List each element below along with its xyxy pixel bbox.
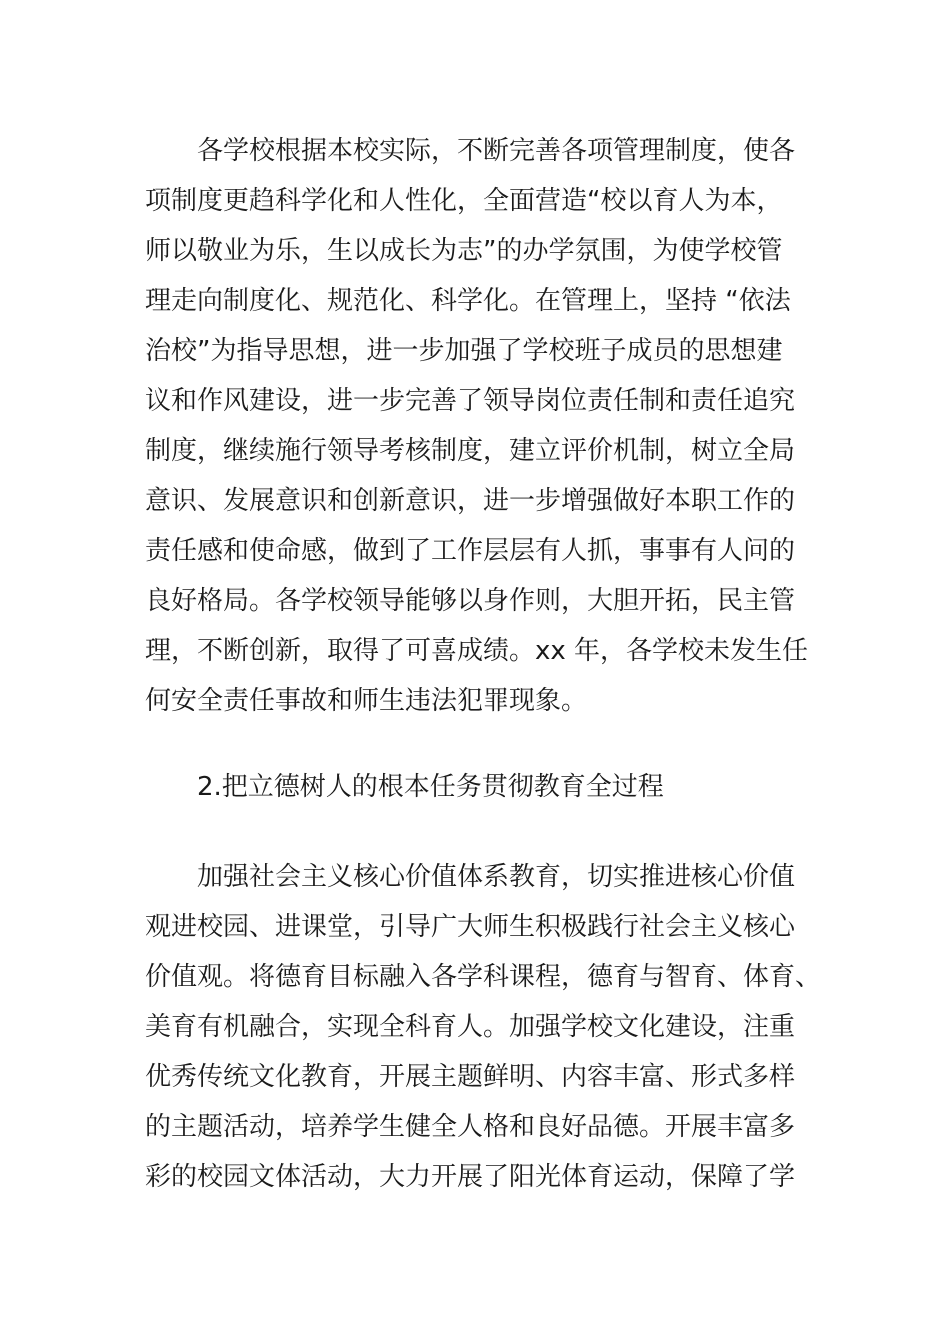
paragraph-line: 意识、发展意识和创新意识，进一步增强做好本职工作的 — [145, 486, 796, 516]
paragraph-line: 理，不断创新，取得了可喜成绩。xx 年，各学校未发生任 — [145, 636, 809, 666]
paragraph-line: 责任感和使命感，做到了工作层层有人抓，事事有人问的 — [145, 536, 796, 566]
paragraph-line: 项制度更趋科学化和人性化，全面营造“校以育人为本， — [145, 186, 783, 216]
paragraph-line: 的主题活动，培养学生健全人格和良好品德。开展丰富多 — [145, 1112, 796, 1142]
paragraph-line: 师以敬业为乐，生以成长为志”的办学氛围，为使学校管 — [145, 236, 783, 266]
paragraph-line: 彩的校园文体活动，大力开展了阳光体育运动，保障了学 — [145, 1162, 796, 1192]
paragraph-line: 理走向制度化、规范化、科学化。在管理上，坚持 “依法 — [145, 286, 791, 316]
paragraph-line: 各学校根据本校实际，不断完善各项管理制度，使各 — [197, 136, 796, 166]
spacer — [145, 726, 810, 762]
paragraph-line: 美育有机融合，实现全科育人。加强学校文化建设，注重 — [145, 1012, 796, 1042]
document-page — [145, 126, 822, 1202]
paragraph-line: 良好格局。各学校领导能够以身作则，大胆开拓，民主管 — [145, 586, 796, 616]
paragraph-line: 治校”为指导思想，进一步加强了学校班子成员的思想建 — [145, 336, 783, 366]
section-heading: 2.把立德树人的根本任务贯彻教育全过程 — [197, 772, 664, 802]
paragraph-line: 加强社会主义核心价值体系教育，切实推进核心价值 — [197, 862, 796, 892]
paragraph-line: 观进校园、进课堂，引导广大师生积极践行社会主义核心 — [145, 912, 796, 942]
paragraph-line: 优秀传统文化教育，开展主题鲜明、内容丰富、形式多样 — [145, 1062, 796, 1092]
spacer — [145, 812, 810, 852]
paragraph-line: 制度，继续施行领导考核制度，建立评价机制，树立全局 — [145, 436, 796, 466]
paragraph-moral-education — [145, 852, 822, 1202]
paragraph-line: 价值观。将德育目标融入各学科课程，德育与智育、体育、 — [145, 962, 822, 992]
paragraph-line: 议和作风建设，进一步完善了领导岗位责任制和责任追究 — [145, 386, 796, 416]
paragraph-line: 何安全责任事故和师生违法犯罪现象。 — [145, 686, 588, 716]
paragraph-management — [145, 126, 810, 726]
